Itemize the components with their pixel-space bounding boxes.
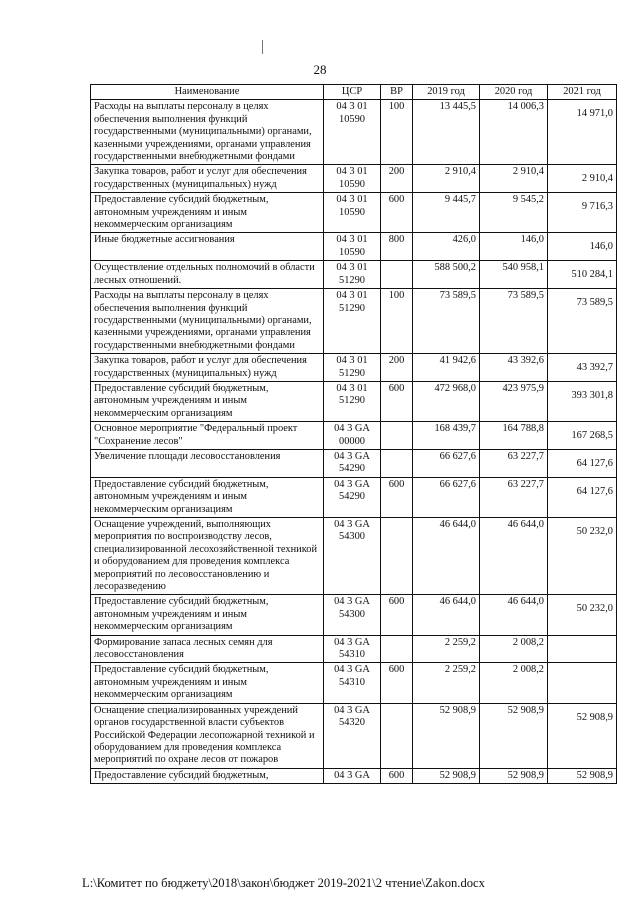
- row-2020: 14 006,3: [480, 100, 548, 165]
- row-vr: [381, 703, 413, 768]
- scan-artifact-line: [262, 40, 263, 54]
- row-name: Основное мероприятие "Федеральный проект "Сохранение лесов": [91, 422, 324, 450]
- row-2019: 426,0: [413, 233, 480, 261]
- row-vr: 600: [381, 663, 413, 703]
- row-2021: 146,0: [548, 233, 617, 261]
- header-vr: ВР: [381, 85, 413, 100]
- table-row: [91, 289, 617, 354]
- row-2019: 13 445,5: [413, 100, 480, 165]
- row-2021: [548, 635, 617, 663]
- row-2019: 46 644,0: [413, 595, 480, 635]
- row-vr: 600: [381, 595, 413, 635]
- row-2021: 9 716,3: [548, 193, 617, 233]
- row-name: Предоставление субсидий бюджетным, автономным учреждениям и иным некоммерческим организациям: [91, 193, 324, 233]
- row-vr: 100: [381, 289, 413, 354]
- table-row: [91, 165, 617, 193]
- row-2021: 14 971,0: [548, 100, 617, 165]
- row-name: Формирование запаса лесных семян для лесовосстановления: [91, 635, 324, 663]
- header-name: Наименование: [91, 85, 324, 100]
- row-2019: 41 942,6: [413, 354, 480, 382]
- row-name: Расходы на выплаты персоналу в целях обеспечения выполнения функций государственными (муниципальными) органами, казенными учреждениями, органами управления государственными внебюджетными фондами: [91, 289, 324, 354]
- row-2019: 9 445,7: [413, 193, 480, 233]
- row-vr: [381, 518, 413, 595]
- row-2019: 168 439,7: [413, 422, 480, 450]
- row-2019: 66 627,6: [413, 449, 480, 477]
- row-2019: 588 500,2: [413, 261, 480, 289]
- row-2021: 64 127,6: [548, 449, 617, 477]
- row-2019: 2 259,2: [413, 663, 480, 703]
- file-path-footer: L:\Комитет по бюджету\2018\закон\бюджет 2019-2021\2 чтение\Zakon.docx: [82, 876, 485, 890]
- row-2020: 52 908,9: [480, 703, 548, 768]
- row-csr: 04 3 GA 54300: [324, 595, 381, 635]
- row-2019: 46 644,0: [413, 518, 480, 595]
- row-2020: 9 545,2: [480, 193, 548, 233]
- header-2021: 2021 год: [548, 85, 617, 100]
- row-csr: 04 3 GA 54290: [324, 477, 381, 517]
- row-vr: 600: [381, 193, 413, 233]
- row-vr: [381, 449, 413, 477]
- row-vr: 600: [381, 381, 413, 421]
- row-csr: 04 3 GA 54310: [324, 635, 381, 663]
- header-2019: 2019 год: [413, 85, 480, 100]
- row-2021: 43 392,7: [548, 354, 617, 382]
- row-2020: 46 644,0: [480, 518, 548, 595]
- table-row: [91, 703, 617, 768]
- row-2020: 46 644,0: [480, 595, 548, 635]
- table-row: [91, 449, 617, 477]
- row-name: Увеличение площади лесовосстановления: [91, 449, 324, 477]
- table-row: [91, 233, 617, 261]
- row-vr: 600: [381, 768, 413, 783]
- row-2019: 472 968,0: [413, 381, 480, 421]
- row-name: Предоставление субсидий бюджетным,: [91, 768, 324, 783]
- row-2019: 66 627,6: [413, 477, 480, 517]
- row-name: Предоставление субсидий бюджетным, автономным учреждениям и иным некоммерческим организациям: [91, 663, 324, 703]
- row-2020: 540 958,1: [480, 261, 548, 289]
- row-2021: 52 908,9: [548, 768, 617, 783]
- table-row: [91, 477, 617, 517]
- row-vr: 200: [381, 165, 413, 193]
- row-csr: 04 3 01 51290: [324, 289, 381, 354]
- row-2019: 52 908,9: [413, 703, 480, 768]
- page-number: 28: [313, 62, 327, 77]
- table-row: [91, 354, 617, 382]
- row-name: Оснащение учреждений, выполняющих мероприятия по воспроизводству лесов, специализированной лесохозяйственной техникой и оборудованием для проведения комплекса мероприятий по лесовосстановлению и лесоразведению: [91, 518, 324, 595]
- row-2020: 2 008,2: [480, 663, 548, 703]
- table-header-row: [91, 85, 617, 100]
- row-2021: 510 284,1: [548, 261, 617, 289]
- row-csr: 04 3 GA 00000: [324, 422, 381, 450]
- row-csr: 04 3 GA 54300: [324, 518, 381, 595]
- row-csr: 04 3 GA 54310: [324, 663, 381, 703]
- row-2020: 2 910,4: [480, 165, 548, 193]
- table-row: [91, 193, 617, 233]
- row-name: Закупка товаров, работ и услуг для обеспечения государственных (муниципальных) нужд: [91, 165, 324, 193]
- row-2019: 2 910,4: [413, 165, 480, 193]
- row-2020: 43 392,6: [480, 354, 548, 382]
- row-2020: 63 227,7: [480, 449, 548, 477]
- row-2020: 73 589,5: [480, 289, 548, 354]
- table-row: [91, 768, 617, 783]
- row-name: Расходы на выплаты персоналу в целях обеспечения выполнения функций государственными (муниципальными) органами, казенными учреждениями, органами управления государственными внебюджетными фондами: [91, 100, 324, 165]
- row-2021: 52 908,9: [548, 703, 617, 768]
- row-vr: 800: [381, 233, 413, 261]
- row-2020: 164 788,8: [480, 422, 548, 450]
- row-name: Предоставление субсидий бюджетным, автономным учреждениям и иным некоммерческим организациям: [91, 595, 324, 635]
- row-name: Осуществление отдельных полномочий в области лесных отношений.: [91, 261, 324, 289]
- table-row: [91, 635, 617, 663]
- row-vr: 100: [381, 100, 413, 165]
- row-2021: 50 232,0: [548, 595, 617, 635]
- table-row: [91, 261, 617, 289]
- row-2020: 2 008,2: [480, 635, 548, 663]
- row-name: Предоставление субсидий бюджетным, автономным учреждениям и иным некоммерческим организациям: [91, 477, 324, 517]
- row-vr: 600: [381, 477, 413, 517]
- row-csr: 04 3 01 10590: [324, 100, 381, 165]
- row-name: Предоставление субсидий бюджетным, автономным учреждениям и иным некоммерческим организациям: [91, 381, 324, 421]
- table-row: [91, 422, 617, 450]
- row-2021: 73 589,5: [548, 289, 617, 354]
- row-vr: [381, 635, 413, 663]
- row-csr: 04 3 01 51290: [324, 354, 381, 382]
- row-csr: 04 3 GA 54290: [324, 449, 381, 477]
- row-name: Оснащение специализированных учреждений органов государственной власти субъектов Российской Федерации лесопожарной техникой и оборудованием для проведения комплекса мероприятий по охране лесов от пожаров: [91, 703, 324, 768]
- header-2020: 2020 год: [480, 85, 548, 100]
- row-csr: 04 3 01 10590: [324, 233, 381, 261]
- row-2021: 50 232,0: [548, 518, 617, 595]
- row-2021: [548, 663, 617, 703]
- table-row: [91, 100, 617, 165]
- row-csr: 04 3 GA 54320: [324, 703, 381, 768]
- row-vr: [381, 261, 413, 289]
- row-2021: 64 127,6: [548, 477, 617, 517]
- table-row: [91, 663, 617, 703]
- row-2021: 393 301,8: [548, 381, 617, 421]
- row-csr: 04 3 01 51290: [324, 381, 381, 421]
- table-row: [91, 518, 617, 595]
- table-row: [91, 381, 617, 421]
- row-vr: [381, 422, 413, 450]
- row-name: Закупка товаров, работ и услуг для обеспечения государственных (муниципальных) нужд: [91, 354, 324, 382]
- row-2020: 423 975,9: [480, 381, 548, 421]
- header-csr: ЦСР: [324, 85, 381, 100]
- row-2019: 52 908,9: [413, 768, 480, 783]
- row-2020: 52 908,9: [480, 768, 548, 783]
- row-2020: 146,0: [480, 233, 548, 261]
- row-2019: 73 589,5: [413, 289, 480, 354]
- row-csr: 04 3 01 10590: [324, 193, 381, 233]
- row-vr: 200: [381, 354, 413, 382]
- row-2021: 167 268,5: [548, 422, 617, 450]
- row-2019: 2 259,2: [413, 635, 480, 663]
- row-csr: 04 3 01 10590: [324, 165, 381, 193]
- row-2020: 63 227,7: [480, 477, 548, 517]
- row-name: Иные бюджетные ассигнования: [91, 233, 324, 261]
- row-csr: 04 3 01 51290: [324, 261, 381, 289]
- budget-table: [90, 84, 617, 784]
- row-csr: 04 3 GA: [324, 768, 381, 783]
- table-row: [91, 595, 617, 635]
- row-2021: 2 910,4: [548, 165, 617, 193]
